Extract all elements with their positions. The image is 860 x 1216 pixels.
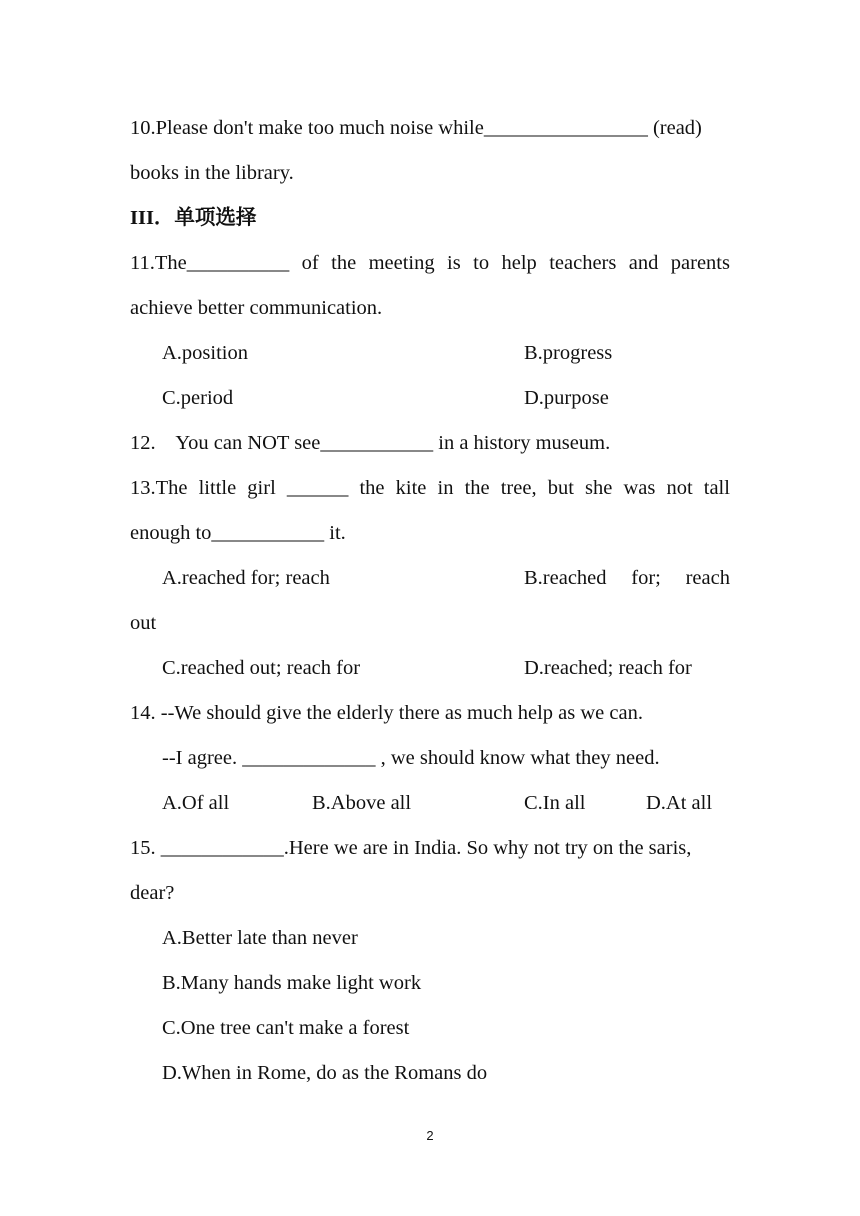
q13-word: ______ — [286, 477, 349, 499]
q13-word: girl — [247, 477, 276, 499]
q13-word: tall — [703, 477, 730, 499]
q11-option-d: D.purpose — [524, 387, 609, 409]
q13-option-b-word: B.reached — [524, 567, 607, 589]
q15-line2: dear? — [130, 882, 175, 904]
q10-line2: books in the library. — [130, 162, 294, 184]
q13-word: but — [547, 477, 574, 499]
q11-word: and — [628, 252, 659, 274]
q14-option-d: D.At all — [646, 792, 713, 814]
q11-line1 — [130, 248, 730, 278]
q15-option-b: B.Many hands make light work — [162, 972, 422, 994]
q13-line2: enough to___________ it. — [130, 522, 346, 544]
q13-option-b-word: reach — [685, 567, 730, 589]
q13-word: was — [623, 477, 656, 499]
q13-word: not — [666, 477, 693, 499]
q13-word: kite — [395, 477, 427, 499]
q13-option-d: D.reached; reach for — [524, 657, 692, 679]
q14-option-c: C.In all — [524, 792, 586, 814]
q11-word: meeting — [368, 252, 435, 274]
q11-option-a: A.position — [162, 342, 248, 364]
q11-word: teachers — [549, 252, 617, 274]
q15-option-c: C.One tree can't make a forest — [162, 1017, 410, 1039]
q11-line2: achieve better communication. — [130, 297, 383, 319]
q11-word: the — [331, 252, 357, 274]
q11-word: parents — [670, 252, 730, 274]
q13-word: in — [437, 477, 454, 499]
q13-option-b-wrap: out — [130, 612, 157, 634]
q15-option-a: A.Better late than never — [162, 927, 358, 949]
q11-word: of — [301, 252, 319, 274]
q13-option-c: C.reached out; reach for — [162, 657, 361, 679]
q11-word: is — [447, 252, 461, 274]
q13-word: tree, — [500, 477, 537, 499]
q13-option-a: A.reached for; reach — [162, 567, 330, 589]
q13-option-b-word: for; — [631, 567, 661, 589]
q13-word: 13.The — [130, 477, 188, 499]
q11-option-b: B.progress — [524, 342, 613, 364]
q14-option-a: A.Of all — [162, 792, 230, 814]
section-heading: III．单项选择 — [130, 207, 257, 229]
q10-line1: 10.Please don't make too much noise while________________ (read) — [130, 117, 702, 139]
q11-word: 11.The__________ — [130, 252, 290, 274]
q14-line1: 14. --We should give the elderly there as much help as we can. — [130, 702, 643, 724]
q11-word: to — [473, 252, 490, 274]
page-number: 2 — [426, 1128, 434, 1143]
q14-line2: --I agree. _____________ , we should know what they need. — [162, 747, 660, 769]
q13-word: little — [198, 477, 237, 499]
q15-option-d: D.When in Rome, do as the Romans do — [162, 1062, 488, 1084]
q13-word: the — [359, 477, 385, 499]
q11-option-c: C.period — [162, 387, 234, 409]
q15-line1: 15. ____________.Here we are in India. So why not try on the saris, — [130, 837, 692, 859]
q12-line1: 12. You can NOT see___________ in a history museum. — [130, 432, 611, 454]
q13-option-b — [524, 563, 730, 593]
q13-word: she — [585, 477, 613, 499]
q14-option-b: B.Above all — [312, 792, 412, 814]
q11-word: help — [501, 252, 537, 274]
q13-word: the — [464, 477, 490, 499]
q13-line1 — [130, 473, 730, 503]
